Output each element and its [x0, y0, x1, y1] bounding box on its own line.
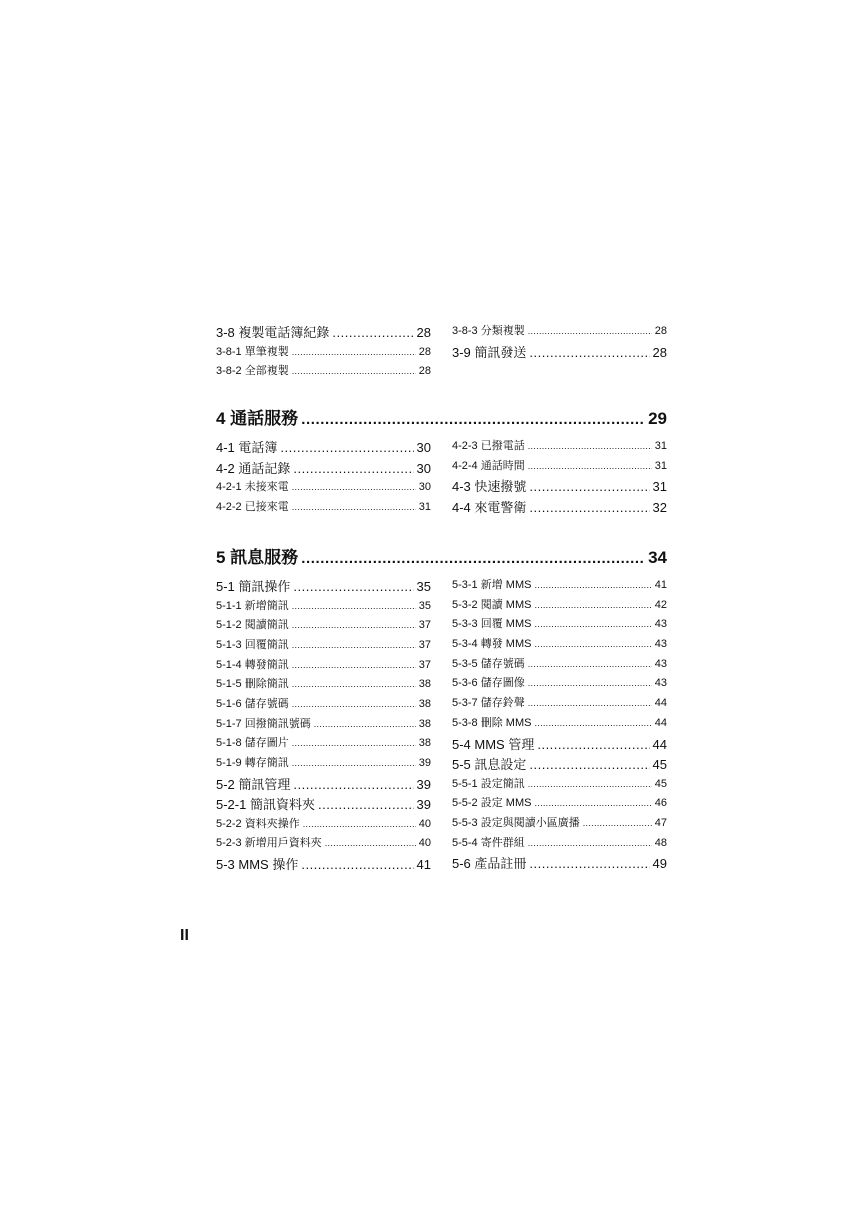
- toc-entry-page-number: 30: [416, 460, 431, 476]
- toc-entry-page-number: 44: [652, 736, 667, 752]
- toc-entry-page-number: 44: [654, 697, 667, 710]
- toc-entry-page-number: 31: [654, 459, 667, 472]
- toc-entry[interactable]: [452, 834, 667, 854]
- toc-entry[interactable]: [216, 498, 431, 518]
- toc-entry-label: 5-5-1 設定簡訊: [452, 777, 525, 790]
- toc-entry[interactable]: [216, 458, 431, 479]
- toc-entry[interactable]: [216, 597, 431, 617]
- toc-entry-page-number: 35: [418, 599, 431, 612]
- toc-entry[interactable]: [452, 694, 667, 714]
- toc-entry-page-number: 41: [654, 579, 667, 591]
- toc-entry-label: 5-1-6 儲存號碼: [216, 697, 289, 710]
- toc-entry-label: 5-1-7 回撥簡訊號碼: [216, 717, 311, 730]
- toc-entry-label: 5-2-1 簡訊資料夾: [216, 797, 315, 813]
- toc-entry[interactable]: [452, 674, 667, 694]
- toc-entry-label: 4-3 快速撥號: [452, 479, 527, 495]
- dot-leader: [301, 548, 645, 568]
- toc-entry-page-number: 43: [654, 677, 667, 690]
- toc-entry-label: 5-2-3 新增用戶資料夾: [216, 837, 322, 850]
- toc-entry-label: 5-5-4 寄件群組: [452, 836, 525, 849]
- dot-leader: [292, 481, 416, 493]
- toc-entry[interactable]: [452, 754, 667, 775]
- toc-chapter-5[interactable]: [216, 543, 667, 568]
- toc-entry-label: 4-2-1 未接來電: [216, 481, 289, 493]
- toc-entry[interactable]: [216, 322, 431, 343]
- toc-entry-page-number: 41: [416, 857, 431, 873]
- toc-entry-label: 5-3-3 回覆 MMS: [452, 618, 532, 631]
- dot-leader: [332, 325, 413, 340]
- toc-entry[interactable]: [216, 616, 431, 636]
- toc-entry-page-number: 30: [416, 440, 431, 455]
- dot-leader: [534, 618, 651, 630]
- toc-entry-page-number: 28: [418, 345, 431, 358]
- dot-leader: [528, 325, 652, 337]
- toc-entry-label: 5-1-2 閱讀簡訊: [216, 619, 289, 632]
- dot-leader: [292, 346, 416, 358]
- toc-column-left: [216, 322, 431, 382]
- toc-entry-label: 5-1-1 新增簡訊: [216, 599, 289, 612]
- dot-leader: [528, 460, 652, 472]
- toc-entry-label: 3-9 簡訊發送: [452, 344, 527, 360]
- toc-entry-page-number: 42: [654, 598, 667, 611]
- toc-entry-label: 5-4 MMS 管理: [452, 736, 535, 752]
- toc-entry[interactable]: [216, 437, 431, 458]
- toc-entry[interactable]: [452, 655, 667, 675]
- toc-column-right: [452, 437, 667, 517]
- toc-entry-label: 4-2-2 已接來電: [216, 500, 289, 513]
- dot-leader: [529, 856, 649, 871]
- toc-entry-label: 4-1 電話簿: [216, 440, 278, 455]
- toc-column-left: [216, 576, 431, 875]
- toc-entry-label: 5-5-2 設定 MMS: [452, 797, 532, 810]
- dot-leader: [292, 600, 416, 612]
- dot-leader: [293, 777, 413, 792]
- toc-entry[interactable]: [452, 596, 667, 616]
- toc-entry[interactable]: [452, 794, 667, 814]
- toc-entry-page-number: 46: [654, 797, 667, 810]
- toc-entry-page-number: 31: [652, 479, 667, 495]
- toc-column-right: [452, 576, 667, 874]
- toc-entry[interactable]: [452, 457, 667, 477]
- toc-entry-page-number: 45: [652, 757, 667, 772]
- dot-leader: [292, 757, 416, 769]
- dot-leader: [293, 461, 413, 476]
- toc-entry-label: 5-3-6 儲存圖像: [452, 677, 525, 690]
- toc-entry[interactable]: [216, 774, 431, 795]
- toc-entry-page-number: 38: [418, 717, 431, 730]
- toc-entry[interactable]: [452, 322, 667, 342]
- dot-leader: [583, 817, 652, 829]
- toc-entry-page-number: 35: [416, 579, 431, 594]
- toc-entry-label: 5-3-7 儲存鈴聲: [452, 697, 525, 710]
- dot-leader: [534, 797, 651, 809]
- toc-entry-page-number: 37: [418, 619, 431, 632]
- dot-leader: [534, 717, 651, 729]
- toc-entry-label: 4-2 通話記錄: [216, 460, 291, 476]
- dot-leader: [292, 639, 416, 651]
- toc-entry[interactable]: [452, 476, 667, 497]
- toc-entry-label: 5-5 訊息設定: [452, 757, 527, 772]
- dot-leader: [528, 440, 652, 452]
- dot-leader: [318, 797, 414, 812]
- toc-entry-label: 3-8-1 單筆複製: [216, 345, 289, 358]
- toc-entry-page-number: 38: [418, 737, 431, 750]
- dot-leader: [325, 837, 416, 849]
- dot-leader: [534, 579, 651, 591]
- toc-entry-page-number: 43: [654, 657, 667, 670]
- toc-entry-label: 5-5-3 設定與閱讀小區廣播: [452, 816, 580, 829]
- toc-entry[interactable]: [216, 734, 431, 754]
- toc-entry-label: 5-3 MMS 操作: [216, 857, 299, 873]
- toc-entry[interactable]: [216, 362, 431, 382]
- toc-entry-label: 4-2-4 通話時間: [452, 459, 525, 472]
- toc-entry[interactable]: [452, 437, 667, 457]
- dot-leader: [293, 579, 413, 594]
- toc-chapter-4[interactable]: [216, 404, 667, 429]
- toc-entry-label: 5-3-5 儲存號碼: [452, 657, 525, 670]
- chapter-page-number: 29: [648, 409, 667, 428]
- toc-entry[interactable]: [452, 635, 667, 655]
- toc-entry[interactable]: [452, 576, 667, 596]
- toc-entry-page-number: 39: [416, 797, 431, 813]
- toc-entry[interactable]: [216, 576, 431, 597]
- toc-entry-page-number: 38: [418, 678, 431, 691]
- dot-leader: [528, 697, 652, 709]
- toc-entry-page-number: 28: [416, 325, 431, 340]
- toc-entry-page-number: 39: [416, 776, 431, 792]
- dot-leader: [314, 718, 416, 730]
- dot-leader: [528, 658, 652, 670]
- toc-entry-page-number: 44: [654, 716, 667, 729]
- toc-entry-label: 5-3-2 閱讀 MMS: [452, 598, 532, 611]
- toc-entry-label: 5-1-4 轉發簡訊: [216, 658, 289, 671]
- toc-entry[interactable]: [452, 497, 667, 518]
- toc-column-right: [452, 322, 667, 362]
- toc-entry[interactable]: [216, 656, 431, 676]
- chapter-title: 5 訊息服務: [216, 548, 299, 567]
- toc-entry-label: 4-2-3 已撥電話: [452, 440, 525, 452]
- dot-leader: [301, 857, 413, 872]
- toc-entry[interactable]: [216, 675, 431, 695]
- dot-leader: [292, 698, 416, 710]
- toc-entry[interactable]: [452, 734, 667, 755]
- toc-entry[interactable]: [216, 695, 431, 715]
- page-folio: II: [180, 927, 189, 944]
- dot-leader: [534, 599, 651, 611]
- toc-entry-label: 5-1-8 儲存圖片: [216, 737, 289, 750]
- toc-entry-label: 5-1 簡訊操作: [216, 579, 291, 594]
- toc-entry-page-number: 40: [418, 837, 431, 850]
- dot-leader: [528, 778, 652, 790]
- toc-entry-page-number: 40: [418, 817, 431, 830]
- toc-entry-page-number: 28: [418, 365, 431, 378]
- toc-entry-label: 5-1-9 轉存簡訊: [216, 757, 289, 769]
- toc-entry[interactable]: [452, 342, 667, 363]
- dot-leader: [537, 737, 649, 752]
- toc-entry[interactable]: [216, 715, 431, 735]
- toc-entry[interactable]: [216, 478, 431, 498]
- chapter-page-number: 34: [648, 548, 667, 567]
- dot-leader: [301, 409, 645, 429]
- dot-leader: [280, 440, 413, 455]
- toc-entry-page-number: 30: [418, 481, 431, 493]
- toc-entry-label: 3-8-2 全部複製: [216, 365, 289, 378]
- toc-entry[interactable]: [452, 714, 667, 734]
- dot-leader: [292, 501, 416, 513]
- dot-leader: [528, 677, 652, 689]
- toc-entry-page-number: 31: [654, 440, 667, 452]
- toc-entry-page-number: 32: [652, 499, 667, 515]
- toc-entry-label: 5-1-5 刪除簡訊: [216, 678, 289, 691]
- toc-entry[interactable]: [216, 854, 431, 875]
- toc-entry-label: 5-3-4 轉發 MMS: [452, 638, 532, 651]
- toc-entry-label: 4-4 來電警衛: [452, 499, 527, 515]
- toc-entry-label: 5-3-8 刪除 MMS: [452, 716, 532, 729]
- toc-entry-label: 5-3-1 新增 MMS: [452, 579, 532, 591]
- dot-leader: [292, 619, 416, 631]
- dot-leader: [529, 757, 649, 772]
- chapter-title: 4 通話服務: [216, 409, 299, 428]
- toc-entry[interactable]: [216, 834, 431, 854]
- toc-entry-label: 5-2 簡訊管理: [216, 776, 291, 792]
- toc-entry[interactable]: [452, 775, 667, 795]
- toc-entry-page-number: 39: [418, 757, 431, 769]
- toc-entry-page-number: 37: [418, 638, 431, 651]
- dot-leader: [529, 345, 649, 360]
- toc-entry-page-number: 38: [418, 697, 431, 710]
- dot-leader: [528, 837, 652, 849]
- dot-leader: [292, 678, 416, 690]
- toc-entry-label: 3-8 複製電話簿紀錄: [216, 325, 330, 340]
- dot-leader: [529, 500, 649, 515]
- dot-leader: [292, 737, 416, 749]
- toc-entry[interactable]: [452, 615, 667, 635]
- toc-entry-label: 5-1-3 回覆簡訊: [216, 638, 289, 651]
- toc-entry[interactable]: [216, 815, 431, 835]
- toc-entry-page-number: 28: [654, 325, 667, 337]
- toc-entry[interactable]: [452, 853, 667, 874]
- toc-entry-page-number: 28: [652, 344, 667, 360]
- toc-entry-label: 5-6 產品註冊: [452, 856, 527, 872]
- toc-column-left: [216, 437, 431, 517]
- toc-entry-page-number: 37: [418, 658, 431, 671]
- toc-entry[interactable]: [216, 794, 431, 815]
- toc-entry-page-number: 45: [654, 777, 667, 790]
- toc-entry[interactable]: [216, 754, 431, 774]
- dot-leader: [303, 818, 416, 830]
- dot-leader: [292, 365, 416, 377]
- toc-entry[interactable]: [216, 343, 431, 363]
- toc-entry-page-number: 49: [652, 856, 667, 872]
- toc-entry-label: 5-2-2 資料夾操作: [216, 817, 300, 830]
- toc-entry-page-number: 48: [654, 836, 667, 849]
- toc-entry[interactable]: [216, 636, 431, 656]
- dot-leader: [529, 479, 649, 494]
- toc-entry-page-number: 43: [654, 638, 667, 651]
- toc-entry-page-number: 31: [418, 500, 431, 513]
- dot-leader: [292, 659, 416, 671]
- toc-entry-page-number: 43: [654, 618, 667, 631]
- toc-entry-page-number: 47: [654, 816, 667, 829]
- dot-leader: [534, 638, 651, 650]
- toc-entry-label: 3-8-3 分類複製: [452, 325, 525, 337]
- toc-entry[interactable]: [452, 814, 667, 834]
